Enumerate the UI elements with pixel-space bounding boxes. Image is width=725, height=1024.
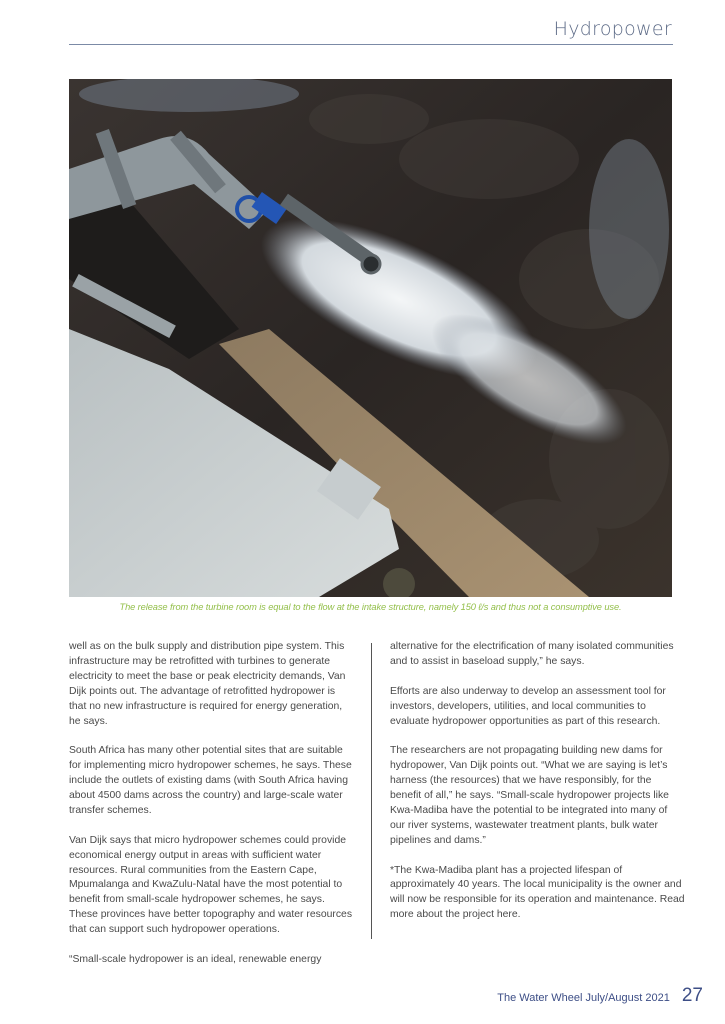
paragraph: Efforts are also underway to develop an assessment tool for investors, developers, utilities, and local communities to evaluate hydropower opportunities as part of this research. [390, 685, 666, 727]
article-column-left [69, 640, 354, 983]
photo-illustration [69, 79, 672, 597]
paragraph: The researchers are not propagating building new dams for hydropower, Van Dijk points out. “What we are saying is let’s harness (the resources) that we have responsibly, for the benefit of all,” he says. “Small-scale hydropower projects like Kwa-Madiba have the potential to be integrated into many of our river systems, wastewater treatment plants, bulk water pipelines and dams.” [390, 745, 669, 846]
section-title: Hydropower [553, 18, 672, 40]
paragraph: Van Dijk says that micro hydropower schemes could provide economical energy output in areas with sufficient water resources. Rural communities from the Eastern Cape, Mpumalanga and KwaZulu-Natal have the most potential to benefit from small-scale hydropower schemes, he says. These provinces have better topography and water resources that can support such hydropower operations. [69, 834, 353, 936]
page-footer [497, 985, 703, 1007]
paragraph: *The Kwa-Madiba plant has a projected lifespan of approximately 40 years. The local municipality is the owner and will now be responsible for its operation and maintenance. Read more about the project here. [390, 864, 685, 921]
paragraph: well as on the bulk supply and distribution pipe system. This infrastructure may be retrofitted with turbines to generate electricity to meet the base or peak electricity demands, Van Dijk points out. The advantage of retrofitted hydropower is that no new infrastructure is required for energy generation, he says. [69, 641, 346, 727]
photo-caption: The release from the turbine room is equal to the flow at the intake structure, namely 150 ℓ/s and thus not a consumptive use. [119, 602, 622, 612]
header-rule [69, 44, 673, 45]
paragraph: alternative for the electrification of many isolated communities and to assist in baseload supply,” he says. [390, 641, 674, 667]
publication-title: The Water Wheel July/August 2021 [497, 992, 670, 1004]
article-column-right [390, 640, 685, 938]
paragraph: South Africa has many other potential sites that are suitable for implementing micro hydropower schemes, he says. These include the outlets of existing dams (with South Africa having about 4500 dams across the country) and large-scale water transfer schemes. [69, 745, 352, 816]
column-divider [371, 643, 372, 939]
page-number: 27 [681, 985, 703, 1006]
article-photo [69, 79, 672, 597]
paragraph: “Small-scale hydropower is an ideal, renewable energy [69, 953, 322, 965]
